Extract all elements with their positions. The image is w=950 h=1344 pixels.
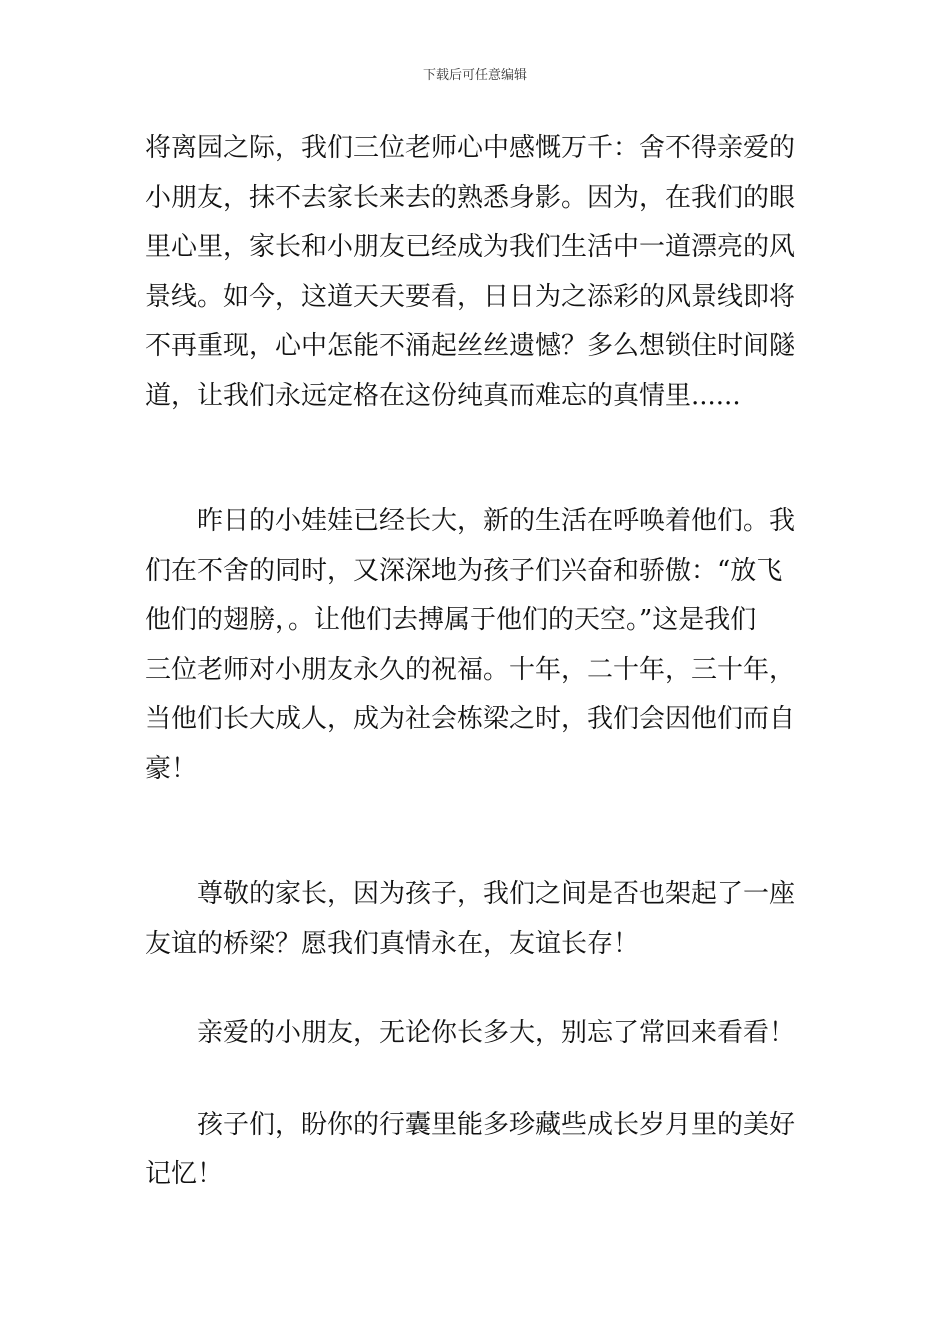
- paragraph-5: [145, 1101, 810, 1200]
- paragraph-line: 将离园之际，我们三位老师心中感慨万千：舍不得亲爱的: [145, 133, 796, 163]
- paragraph-line: 豪！: [145, 753, 198, 784]
- paragraph-line: 三位老师对小朋友永久的祝福。十年，二十年，三十年，: [145, 654, 796, 685]
- paragraph-line: 友谊的桥梁？愿我们真情永在，友谊长存！: [145, 928, 640, 959]
- paragraph-4: [145, 1009, 810, 1059]
- paragraph-2: [145, 497, 810, 794]
- paragraph-line: 小朋友，抹不去家长来去的熟悉身影。因为，在我们的眼: [145, 182, 796, 213]
- paragraph-line: 里心里，家长和小朋友已经成为我们生活中一道漂亮的风: [145, 232, 796, 262]
- paragraph-line: 亲爱的小朋友，无论你长多大，别忘了常回来看看！: [197, 1018, 796, 1048]
- paragraph-line: 道，让我们永远定格在这份纯真而难忘的真情里......: [145, 380, 741, 411]
- paragraph-line: 他们的翅膀，。让他们去搏属于他们的天空。”这是我们: [145, 605, 757, 635]
- paragraph-line: 记忆！: [145, 1159, 224, 1189]
- paragraph-spacer: [145, 794, 810, 870]
- paragraph-line: 们在不舍的同时，又深深地为孩子们兴奋和骄傲：“放飞: [145, 555, 783, 586]
- paragraph-line: 昨日的小娃娃已经长大，新的生活在呼唤着他们。我: [197, 506, 796, 536]
- paragraph-line: 不再重现，心中怎能不涌起丝丝遗憾？多么想锁住时间隧: [145, 331, 796, 361]
- page-header: 下载后可任意编辑: [422, 68, 527, 83]
- paragraph-line: 景线。如今，这道天天要看，日日为之添彩的风景线即将: [145, 281, 796, 312]
- paragraph-line: 当他们长大成人，成为社会栋梁之时，我们会因他们而自: [145, 704, 796, 734]
- paragraph-line: 孩子们，盼你的行囊里能多珍藏些成长岁月里的美好: [197, 1109, 796, 1140]
- paragraph-3: [145, 870, 810, 969]
- paragraph-spacer: [145, 421, 810, 497]
- document-body: [145, 124, 810, 1200]
- paragraph-line: 尊敬的家长，因为孩子，我们之间是否也架起了一座: [197, 879, 796, 909]
- paragraph-1: [145, 124, 810, 421]
- paragraph-spacer: [145, 969, 810, 1009]
- paragraph-spacer: [145, 1059, 810, 1101]
